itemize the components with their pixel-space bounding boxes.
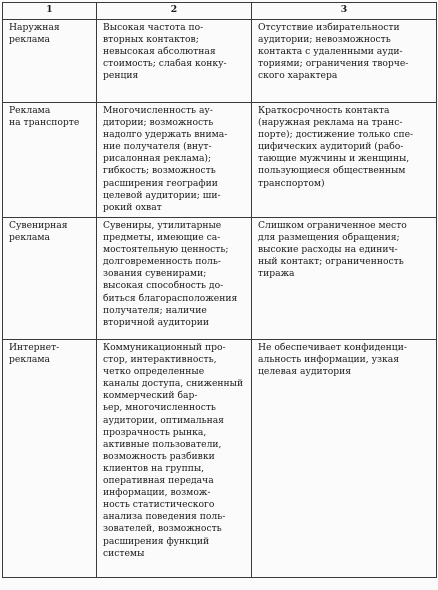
table-row: [3, 20, 437, 103]
advertising-comparison-table: [2, 2, 437, 578]
advantages-cell: Коммуникационный про- стор, интерактивность, четко определенные каналы доступа, сниженный коммерческий бар- ьер, многочисленность аудитории, оптимальная прозрачность рынка, активные пользователи, возможность разбивки клиентов на группы, оперативная передача информации, возмож- ность статистического анализа поведения поль- зователей, возможность расширения функций системы: [97, 340, 252, 578]
column-header-1: 1: [3, 3, 97, 20]
ad-type-cell: Наружная реклама: [3, 20, 97, 103]
ad-type-cell: Интернет- реклама: [3, 340, 97, 578]
advantages-cell: Высокая частота по- вторных контактов; невысокая абсолютная стоимость; слабая конку- ренция: [97, 20, 252, 103]
column-header-2: 2: [97, 3, 252, 20]
table-row: [3, 103, 437, 218]
advantages-cell: Многочисленность ау- дитории; возможность надолго удержать внима- ние получателя (внут- рисалонная реклама); гибкость; возможность расширения географии целевой аудитории; ши- рокий охват: [97, 103, 252, 218]
table-row: [3, 340, 437, 578]
column-header-3: 3: [252, 3, 437, 20]
disadvantages-cell: Не обеспечивает конфиденци- альность информации, узкая целевая аудитория: [252, 340, 437, 578]
ad-type-cell: Сувенирная реклама: [3, 218, 97, 340]
ad-type-cell: Реклама на транспорте: [3, 103, 97, 218]
table-row: [3, 218, 437, 340]
disadvantages-cell: Отсутствие избирательности аудитории; невозможность контакта с удаленными ауди- ториями; ограничения творче- ского характера: [252, 20, 437, 103]
disadvantages-cell: Краткосрочность контакта (наружная реклама на транс- порте); достижение только спе- цифических аудиторий (рабо- тающие мужчины и женщины, пользующиеся общественным транспортом): [252, 103, 437, 218]
table-header-row: [3, 3, 437, 20]
advantages-cell: Сувениры, утилитарные предметы, имеющие са- мостоятельную ценность; долговременность поль- зования сувенирами; высокая способность до- биться благорасположения получателя; наличие вторичной аудитории: [97, 218, 252, 340]
disadvantages-cell: Слишком ограниченное место для размещения обращения; высокие расходы на единич- ный контакт; ограниченность тиража: [252, 218, 437, 340]
